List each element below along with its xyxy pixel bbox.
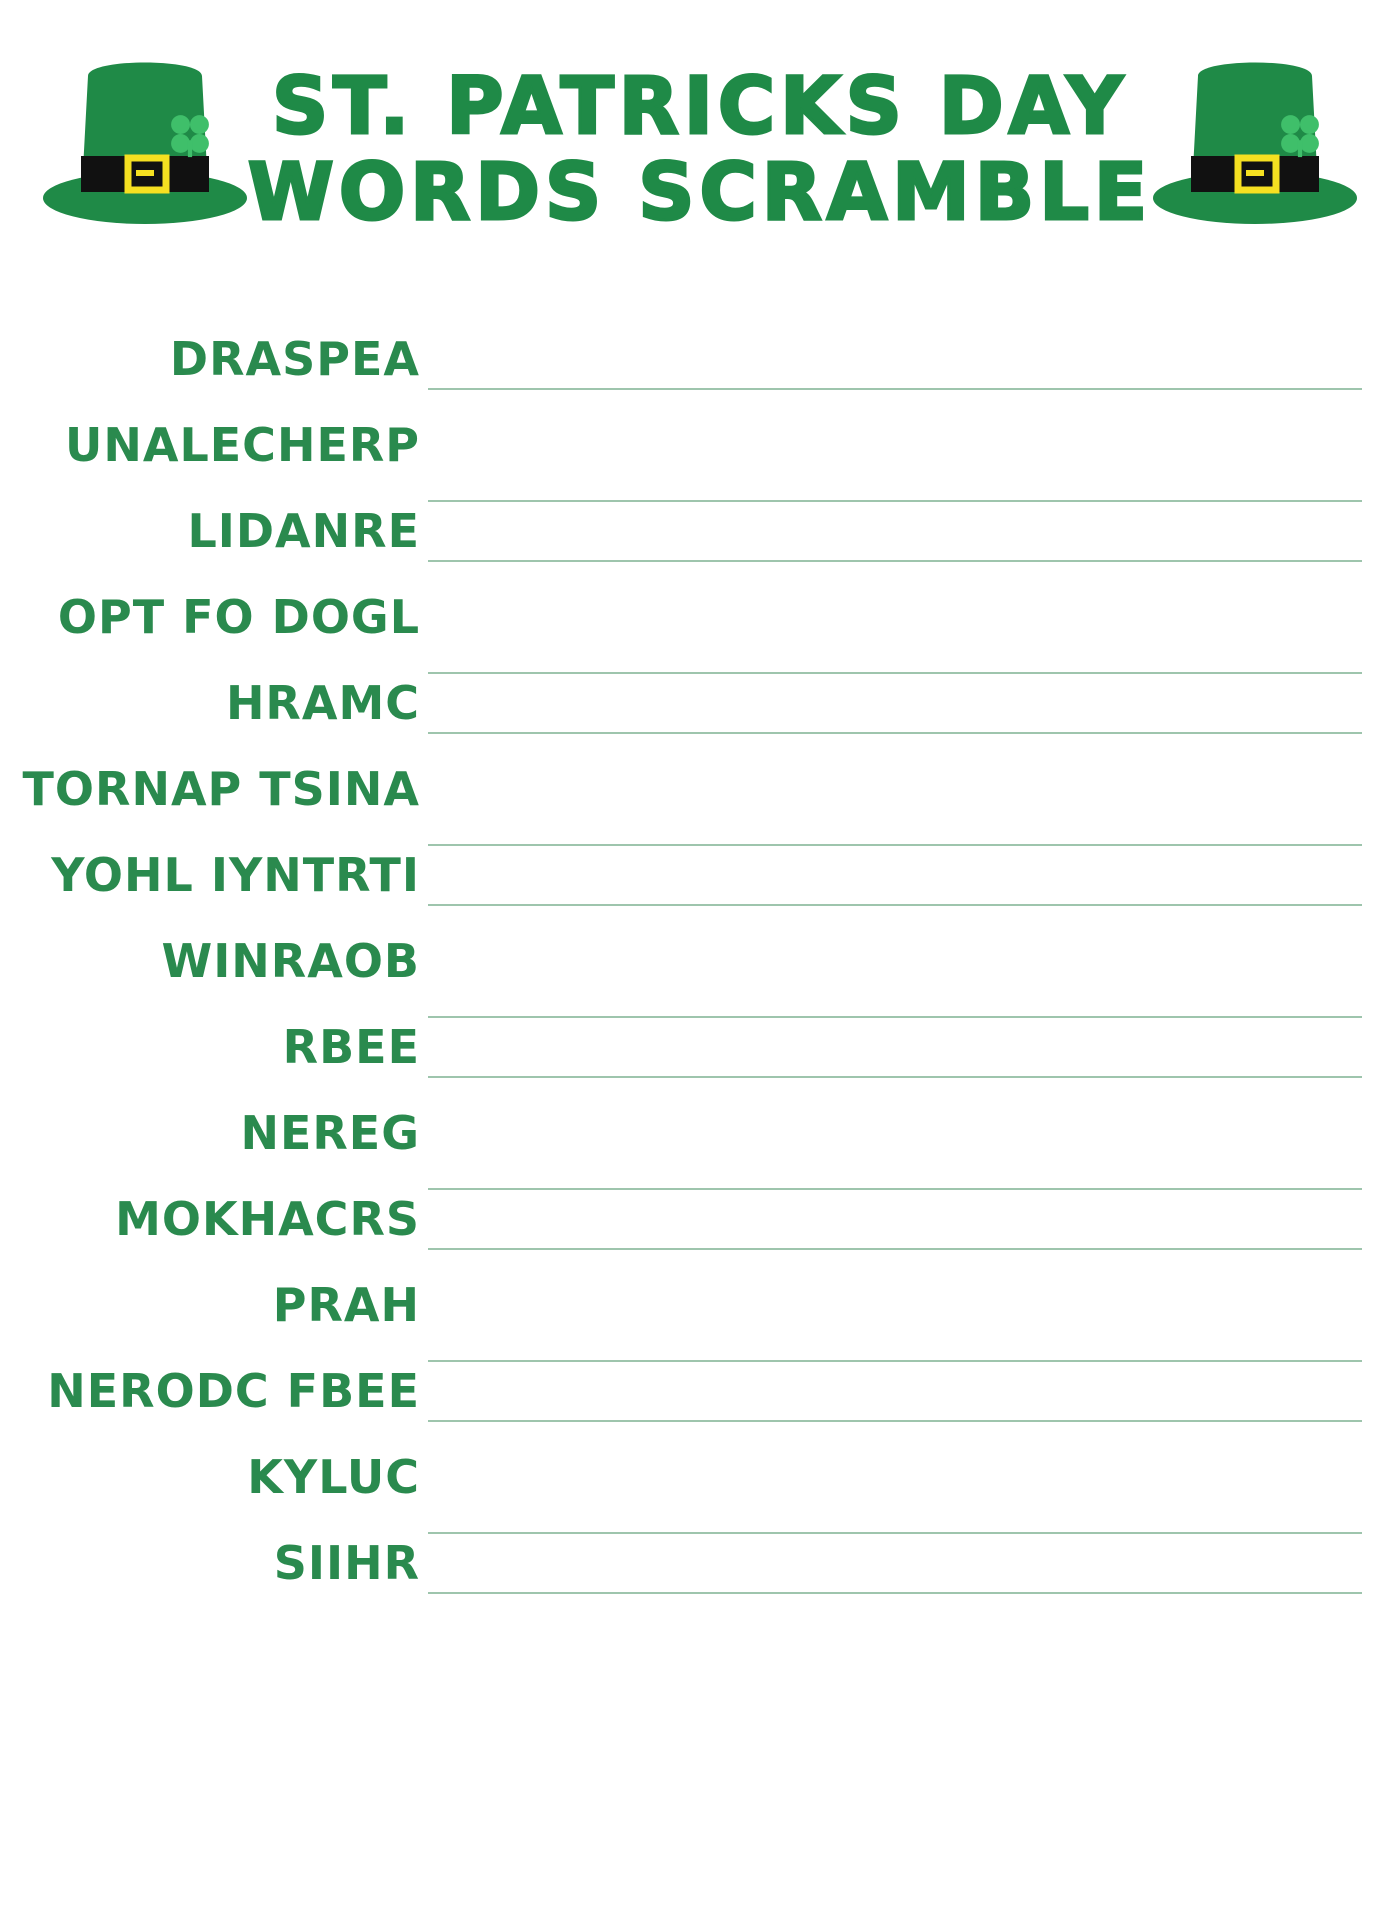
- scramble-row: [0, 314, 1362, 400]
- scramble-row: [0, 400, 1362, 486]
- scramble-row: [0, 916, 1362, 1002]
- scrambled-word: UNALECHERP: [65, 418, 420, 472]
- scrambled-word: SIIHR: [273, 1536, 420, 1590]
- scrambled-word: YOHL IYNTRTI: [51, 848, 420, 902]
- scrambled-word: KYLUC: [247, 1450, 420, 1504]
- worksheet-header: [0, 0, 1400, 300]
- scrambled-word: LIDANRE: [187, 504, 420, 558]
- scrambled-word: MOKHACRS: [115, 1192, 420, 1246]
- answer-blank-line[interactable]: [428, 560, 1362, 562]
- scramble-row: [0, 1260, 1362, 1346]
- scramble-row: [0, 1174, 1362, 1260]
- scramble-row: [0, 1518, 1362, 1604]
- scramble-row: [0, 1432, 1362, 1518]
- title-line-1: ST. PATRICKS DAY: [271, 62, 1129, 152]
- scrambled-word: NERODC FBEE: [47, 1364, 420, 1418]
- scramble-row: [0, 744, 1362, 830]
- page-title: [248, 64, 1152, 236]
- scramble-row: [0, 830, 1362, 916]
- scrambled-word: HRAMC: [225, 676, 420, 730]
- scramble-row: [0, 1002, 1362, 1088]
- answer-blank-line[interactable]: [428, 1076, 1362, 1078]
- scrambled-word: NEREG: [240, 1106, 420, 1160]
- scramble-row: [0, 572, 1362, 658]
- scramble-row: [0, 1088, 1362, 1174]
- leprechaun-hat-icon-left: [40, 48, 250, 248]
- answer-blank-line[interactable]: [428, 388, 1362, 390]
- answer-blank-line[interactable]: [428, 904, 1362, 906]
- scrambled-word: OPT FO DOGL: [57, 590, 420, 644]
- scramble-row: [0, 1346, 1362, 1432]
- scrambled-word: PRAH: [272, 1278, 420, 1332]
- answer-blank-line[interactable]: [428, 732, 1362, 734]
- scramble-row: [0, 486, 1362, 572]
- answer-blank-line[interactable]: [428, 1420, 1362, 1422]
- leprechaun-hat-icon-right: [1150, 48, 1360, 248]
- scrambled-word: WINRAOB: [161, 934, 420, 988]
- scramble-row: [0, 658, 1362, 744]
- answer-blank-line[interactable]: [428, 1248, 1362, 1250]
- scrambled-word: DRASPEA: [169, 332, 420, 386]
- answer-blank-line[interactable]: [428, 1592, 1362, 1594]
- scramble-word-list: [0, 314, 1400, 1604]
- scrambled-word: RBEE: [282, 1020, 420, 1074]
- scrambled-word: TORNAP TSINA: [22, 762, 420, 816]
- title-line-2: WORDS SCRAMBLE: [247, 148, 1153, 238]
